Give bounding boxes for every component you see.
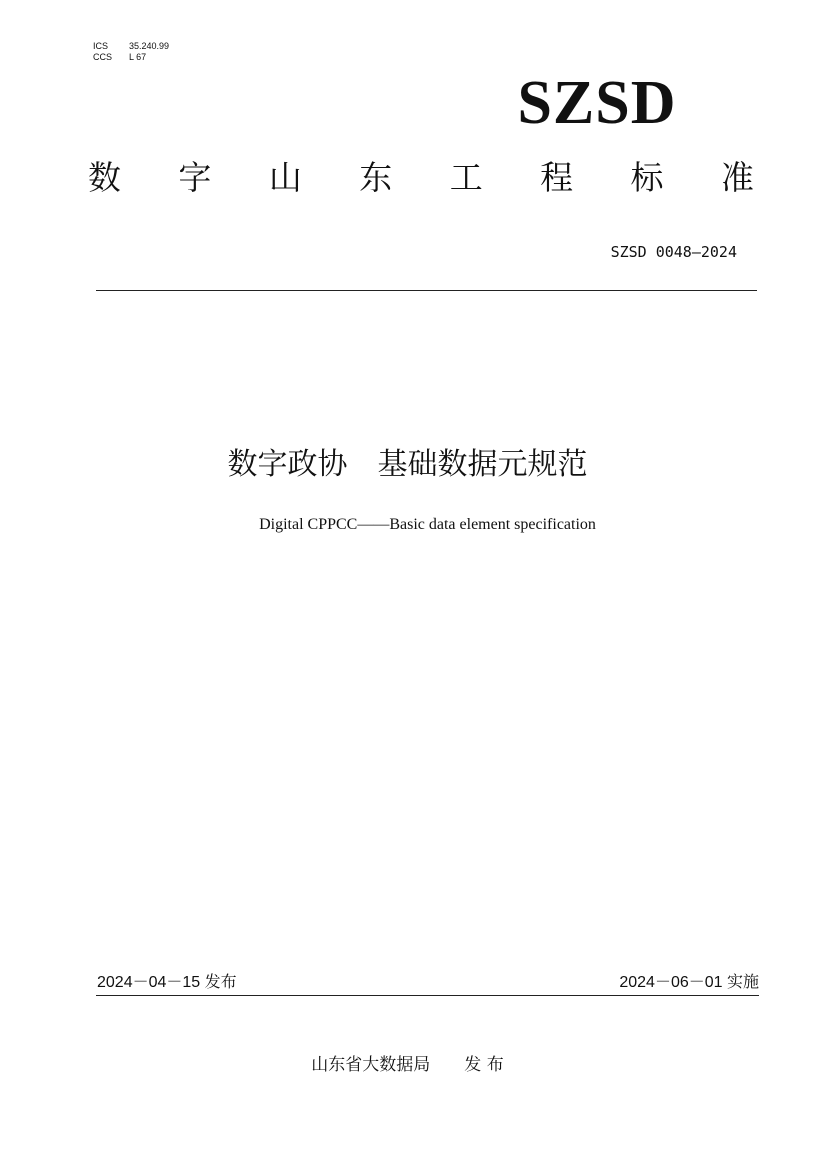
standard-type-char: 山 <box>268 158 302 197</box>
standard-type-char: 东 <box>359 158 393 197</box>
document-title-cn: 数字政协 基础数据元规范 <box>227 447 588 482</box>
document-title-en: Digital CPPCC——Basic data element specification <box>259 516 596 533</box>
standard-type-char: 工 <box>449 158 483 197</box>
standard-type-char: 标 <box>630 158 664 197</box>
standard-type-char: 字 <box>178 158 212 197</box>
szsd-logo: SZSD <box>517 69 677 137</box>
standard-type-char: 数 <box>88 158 121 197</box>
standard-number: SZSD 0048—2024 <box>610 243 737 261</box>
ccs-value: L 67 <box>129 52 147 62</box>
ics-value: 35.240.99 <box>129 41 170 51</box>
issue-date: 2024－04－15 发布 <box>97 974 237 991</box>
ccs-row <box>93 52 169 63</box>
classification-codes <box>93 41 169 63</box>
ics-row <box>93 41 169 52</box>
standard-type-heading <box>88 156 754 200</box>
implementation-date: 2024－06－01 实施 <box>619 974 759 991</box>
ccs-label: CCS <box>93 52 113 62</box>
bottom-divider <box>96 995 759 996</box>
standard-type-char: 准 <box>720 158 754 197</box>
standard-type-char: 程 <box>540 158 574 197</box>
ics-label: ICS <box>93 41 109 51</box>
publisher: 山东省大数据局 发 布 <box>311 1055 504 1075</box>
top-divider <box>96 290 757 291</box>
